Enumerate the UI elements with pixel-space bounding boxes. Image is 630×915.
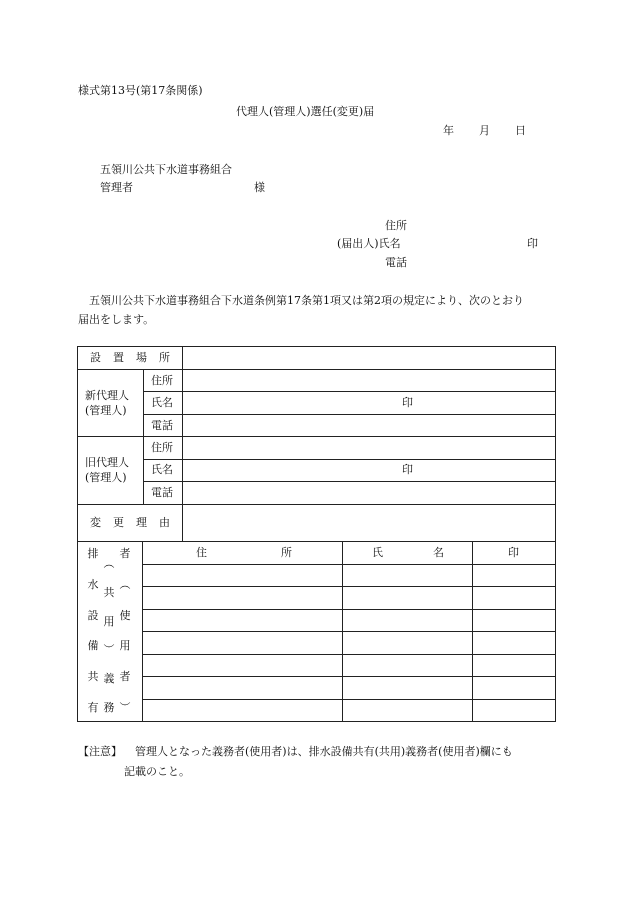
document-title: 代理人(管理人)選任(変更)届 xyxy=(236,105,375,118)
new-agent-seal: 印 xyxy=(402,396,413,409)
obligors-header-address: 住 所 xyxy=(196,546,292,559)
date-year: 年 xyxy=(443,124,454,137)
body-text-line2: 届出をします。 xyxy=(78,313,155,326)
applicant-phone-label: 電話 xyxy=(385,256,407,269)
note-line1: 管理人となった義務者(使用者)は、排水設備共有(共用)義務者(使用者)欄にも xyxy=(135,745,513,758)
obligors-label-col2: ︵ 共 用 ︶ 義 務 xyxy=(103,557,115,714)
old-agent-name-label: 氏名 xyxy=(151,463,173,476)
obligors-label-col3: 者 ︵ 使 用 者 ︶ xyxy=(119,547,131,714)
date-month: 月 xyxy=(479,124,490,137)
old-agent-address-label: 住所 xyxy=(151,441,173,454)
new-agent-phone-label: 電話 xyxy=(151,419,173,432)
old-agent-phone-label: 電話 xyxy=(151,486,173,499)
old-agent-label-line2: (管理人) xyxy=(85,471,127,484)
old-agent-label-line1: 旧代理人 xyxy=(85,456,129,469)
addressee-position: 管理者 xyxy=(100,181,133,194)
old-agent-seal: 印 xyxy=(402,463,413,476)
new-agent-label-line2: (管理人) xyxy=(85,404,127,417)
applicant-seal: 印 xyxy=(527,237,538,250)
change-reason-label: 変 更 理 由 xyxy=(90,516,170,529)
new-agent-address-label: 住所 xyxy=(151,374,173,387)
note-line2: 記載のこと。 xyxy=(124,765,190,778)
obligors-header-seal: 印 xyxy=(508,546,519,559)
body-text-line1: 五領川公共下水道事務組合下水道条例第17条第1項又は第2項の規定により、次のとおり xyxy=(89,294,524,307)
obligors-label-col1: 排 水 設 備 共 有 xyxy=(87,547,99,714)
note-label: 【注意】 xyxy=(78,745,122,758)
form-number: 様式第13号(第17条関係) xyxy=(78,84,203,97)
new-agent-label-line1: 新代理人 xyxy=(85,389,129,402)
date-day: 日 xyxy=(515,124,526,137)
new-agent-name-label: 氏名 xyxy=(151,396,173,409)
applicant-name-label: (届出人)氏名 xyxy=(337,237,401,250)
obligors-header-name: 氏 名 xyxy=(372,546,444,559)
applicant-address-label: 住所 xyxy=(385,219,407,232)
addressee-organization: 五領川公共下水道事務組合 xyxy=(100,163,232,176)
addressee-honorific: 様 xyxy=(254,181,265,194)
location-label: 設 置 場 所 xyxy=(90,351,170,364)
